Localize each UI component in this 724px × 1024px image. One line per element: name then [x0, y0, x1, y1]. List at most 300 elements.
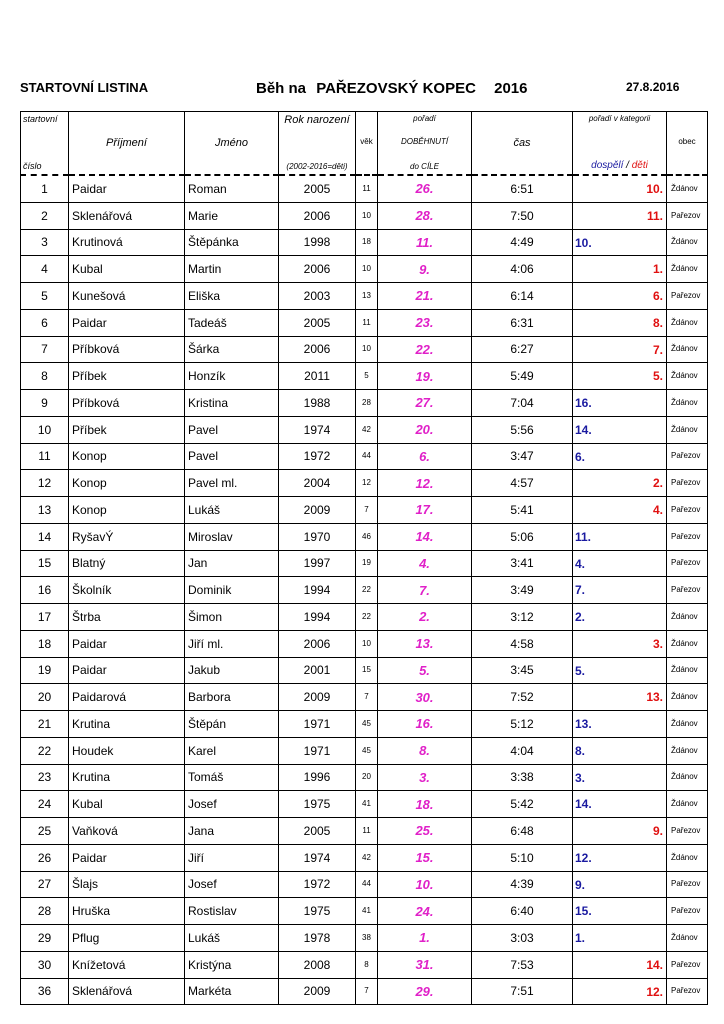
start-number: 28	[21, 898, 69, 925]
finish-place: 26.	[378, 175, 472, 202]
first-name: Jiří ml.	[185, 630, 279, 657]
surname: Paidarová	[69, 684, 185, 711]
age: 11	[356, 175, 378, 202]
surname: Příbková	[69, 390, 185, 417]
finish-place: 29.	[378, 978, 472, 1005]
surname: Kubal	[69, 791, 185, 818]
category-place	[573, 497, 667, 524]
start-number: 30	[21, 951, 69, 978]
finish-time: 4:06	[472, 256, 573, 283]
surname: Vaňková	[69, 818, 185, 845]
table-row	[21, 309, 708, 336]
finish-time: 3:47	[472, 443, 573, 470]
finish-time: 4:39	[472, 871, 573, 898]
start-number: 25	[21, 818, 69, 845]
category-child-place: 12.	[646, 984, 663, 999]
town: Ždánov	[667, 604, 708, 631]
start-number: 5	[21, 283, 69, 310]
table-row	[21, 925, 708, 952]
finish-place: 22.	[378, 336, 472, 363]
category-child-place: 7.	[652, 342, 663, 357]
finish-time: 5:06	[472, 523, 573, 550]
surname: Kubal	[69, 256, 185, 283]
race-date: 27.8.2016	[626, 80, 680, 94]
surname: Paidar	[69, 630, 185, 657]
finish-time: 4:58	[472, 630, 573, 657]
list-heading: STARTOVNÍ LISTINA	[20, 80, 149, 95]
category-place	[573, 871, 667, 898]
finish-time: 5:42	[472, 791, 573, 818]
finish-place: 31.	[378, 951, 472, 978]
town: Pařezov	[667, 202, 708, 229]
surname: Štrba	[69, 604, 185, 631]
birth-year: 1971	[279, 711, 356, 738]
first-name: Honzík	[185, 363, 279, 390]
category-adult-place: 1.	[575, 931, 586, 945]
age: 19	[356, 550, 378, 577]
col-age: věk	[356, 112, 378, 176]
start-number: 7	[21, 336, 69, 363]
category-adult-place: 11.	[575, 529, 592, 544]
first-name: Jan	[185, 550, 279, 577]
first-name: Eliška	[185, 283, 279, 310]
birth-year: 2009	[279, 978, 356, 1005]
town: Ždánov	[667, 684, 708, 711]
finish-time: 3:38	[472, 764, 573, 791]
table-row	[21, 684, 708, 711]
finish-place: 3.	[378, 764, 472, 791]
category-place	[573, 256, 667, 283]
finish-time: 7:53	[472, 951, 573, 978]
category-child-place: 14.	[646, 957, 663, 972]
first-name: Lukáš	[185, 497, 279, 524]
first-name: Pavel	[185, 443, 279, 470]
category-adult-place: 13.	[575, 717, 592, 731]
table-row	[21, 256, 708, 283]
table-row	[21, 175, 708, 202]
first-name: Lukáš	[185, 925, 279, 952]
table-row	[21, 764, 708, 791]
start-number: 36	[21, 978, 69, 1005]
start-number: 16	[21, 577, 69, 604]
table-row	[21, 229, 708, 256]
finish-place: 25.	[378, 818, 472, 845]
category-place	[573, 844, 667, 871]
age: 15	[356, 657, 378, 684]
category-child-place: 9.	[652, 824, 663, 838]
category-child-place: 4.	[652, 503, 663, 517]
start-number: 11	[21, 443, 69, 470]
finish-time: 4:49	[472, 229, 573, 256]
finish-place: 24.	[378, 898, 472, 925]
surname: Krutinová	[69, 229, 185, 256]
table-row	[21, 898, 708, 925]
start-number: 1	[21, 175, 69, 202]
finish-time: 7:52	[472, 684, 573, 711]
finish-place: 13.	[378, 630, 472, 657]
category-adult-place: 14.	[575, 797, 592, 812]
category-place	[573, 470, 667, 497]
birth-year: 1971	[279, 737, 356, 764]
age: 44	[356, 443, 378, 470]
age: 45	[356, 711, 378, 738]
town: Ždánov	[667, 363, 708, 390]
town: Ždánov	[667, 256, 708, 283]
category-adult-place: 9.	[575, 877, 586, 892]
start-list-table	[20, 111, 708, 1005]
birth-year: 1978	[279, 925, 356, 952]
birth-year: 1975	[279, 791, 356, 818]
start-number: 17	[21, 604, 69, 631]
age: 13	[356, 283, 378, 310]
birth-year: 1972	[279, 443, 356, 470]
birth-year: 2003	[279, 283, 356, 310]
surname: Paidar	[69, 175, 185, 202]
town: Pařezov	[667, 818, 708, 845]
category-child-place: 11.	[646, 208, 663, 223]
table-row	[21, 470, 708, 497]
surname: Konop	[69, 470, 185, 497]
table-row	[21, 737, 708, 764]
age: 42	[356, 844, 378, 871]
category-place	[573, 737, 667, 764]
category-place	[573, 630, 667, 657]
first-name: Josef	[185, 791, 279, 818]
finish-place: 9.	[378, 256, 472, 283]
finish-place: 2.	[378, 604, 472, 631]
age: 11	[356, 309, 378, 336]
finish-time: 6:14	[472, 283, 573, 310]
surname: Šlajs	[69, 871, 185, 898]
birth-year: 1975	[279, 898, 356, 925]
surname: Příbková	[69, 336, 185, 363]
town: Ždánov	[667, 229, 708, 256]
first-name: Tadeáš	[185, 309, 279, 336]
finish-time: 5:41	[472, 497, 573, 524]
first-name: Markéta	[185, 978, 279, 1005]
birth-year: 1997	[279, 550, 356, 577]
birth-year: 2011	[279, 363, 356, 390]
category-child-place: 10.	[646, 182, 663, 196]
first-name: Jana	[185, 818, 279, 845]
town: Ždánov	[667, 336, 708, 363]
finish-time: 3:03	[472, 925, 573, 952]
age: 11	[356, 818, 378, 845]
table-row	[21, 550, 708, 577]
col-category-place: pořadí v kategorii dospělí / děti	[573, 112, 667, 176]
surname: Příbek	[69, 416, 185, 443]
age: 7	[356, 497, 378, 524]
finish-time: 5:49	[472, 363, 573, 390]
birth-year: 2005	[279, 175, 356, 202]
age: 41	[356, 791, 378, 818]
surname: Sklenářová	[69, 202, 185, 229]
age: 20	[356, 764, 378, 791]
category-place	[573, 283, 667, 310]
start-number: 24	[21, 791, 69, 818]
finish-place: 18.	[378, 791, 472, 818]
category-place	[573, 229, 667, 256]
birth-year: 1972	[279, 871, 356, 898]
surname: Příbek	[69, 363, 185, 390]
finish-place: 28.	[378, 202, 472, 229]
col-birth-year: Rok narození (2002-2016=děti)	[279, 112, 356, 176]
finish-place: 19.	[378, 363, 472, 390]
first-name: Karel	[185, 737, 279, 764]
first-name: Jiří	[185, 844, 279, 871]
category-place	[573, 175, 667, 202]
table-row	[21, 711, 708, 738]
start-number: 8	[21, 363, 69, 390]
col-surname: Příjmení	[69, 112, 185, 176]
town: Pařezov	[667, 443, 708, 470]
table-row	[21, 363, 708, 390]
surname: Školník	[69, 577, 185, 604]
town: Ždánov	[667, 925, 708, 952]
finish-place: 10.	[378, 871, 472, 898]
first-name: Kristýna	[185, 951, 279, 978]
town: Ždánov	[667, 390, 708, 417]
first-name: Šimon	[185, 604, 279, 631]
finish-place: 30.	[378, 684, 472, 711]
surname: Krutina	[69, 764, 185, 791]
finish-time: 3:45	[472, 657, 573, 684]
finish-time: 7:50	[472, 202, 573, 229]
start-number: 14	[21, 523, 69, 550]
finish-place: 27.	[378, 390, 472, 417]
category-place	[573, 684, 667, 711]
age: 22	[356, 577, 378, 604]
surname: Blatný	[69, 550, 185, 577]
category-child-place: 8.	[652, 315, 663, 330]
start-number: 27	[21, 871, 69, 898]
finish-time: 6:31	[472, 309, 573, 336]
first-name: Josef	[185, 871, 279, 898]
finish-place: 5.	[378, 657, 472, 684]
first-name: Kristina	[185, 390, 279, 417]
category-child-place: 2.	[652, 476, 663, 491]
town: Ždánov	[667, 737, 708, 764]
first-name: Miroslav	[185, 523, 279, 550]
first-name: Marie	[185, 202, 279, 229]
age: 5	[356, 363, 378, 390]
birth-year: 2001	[279, 657, 356, 684]
finish-time: 4:57	[472, 470, 573, 497]
finish-place: 1.	[378, 925, 472, 952]
age: 10	[356, 336, 378, 363]
town: Pařezov	[667, 951, 708, 978]
finish-place: 21.	[378, 283, 472, 310]
birth-year: 2004	[279, 470, 356, 497]
town: Ždánov	[667, 309, 708, 336]
category-adult-place: 12.	[575, 850, 592, 865]
category-child-place: 5.	[652, 369, 663, 384]
town: Pařezov	[667, 550, 708, 577]
finish-time: 5:10	[472, 844, 573, 871]
start-number: 15	[21, 550, 69, 577]
age: 8	[356, 951, 378, 978]
birth-year: 1996	[279, 764, 356, 791]
category-adult-place: 16.	[575, 396, 592, 410]
town: Pařezov	[667, 523, 708, 550]
category-adult-place: 5.	[575, 663, 586, 678]
town: Ždánov	[667, 416, 708, 443]
category-adult-place: 7.	[575, 583, 586, 598]
first-name: Tomáš	[185, 764, 279, 791]
age: 38	[356, 925, 378, 952]
birth-year: 2006	[279, 630, 356, 657]
category-place	[573, 711, 667, 738]
age: 28	[356, 390, 378, 417]
category-place	[573, 523, 667, 550]
finish-time: 6:48	[472, 818, 573, 845]
table-row	[21, 577, 708, 604]
category-adult-place: 15.	[575, 904, 592, 919]
race-title-name: PAŘEZOVSKÝ KOPEC	[316, 80, 476, 97]
start-number: 20	[21, 684, 69, 711]
finish-place: 4.	[378, 550, 472, 577]
start-number: 12	[21, 470, 69, 497]
finish-time: 5:12	[472, 711, 573, 738]
col-town: obec	[667, 112, 708, 176]
town: Pařezov	[667, 978, 708, 1005]
category-adult-place: 14.	[575, 422, 592, 437]
age: 10	[356, 256, 378, 283]
age: 7	[356, 978, 378, 1005]
table-row	[21, 791, 708, 818]
start-number: 29	[21, 925, 69, 952]
birth-year: 2008	[279, 951, 356, 978]
finish-time: 3:49	[472, 577, 573, 604]
birth-year: 2006	[279, 336, 356, 363]
town: Ždánov	[667, 630, 708, 657]
category-place	[573, 416, 667, 443]
age: 46	[356, 523, 378, 550]
category-adult-place: 4.	[575, 556, 586, 571]
finish-time: 7:51	[472, 978, 573, 1005]
finish-time: 6:51	[472, 175, 573, 202]
category-place	[573, 951, 667, 978]
table-row	[21, 336, 708, 363]
age: 10	[356, 202, 378, 229]
first-name: Barbora	[185, 684, 279, 711]
first-name: Štěpánka	[185, 229, 279, 256]
start-number: 9	[21, 390, 69, 417]
age: 42	[356, 416, 378, 443]
finish-place: 17.	[378, 497, 472, 524]
start-number: 13	[21, 497, 69, 524]
surname: Konop	[69, 497, 185, 524]
start-number: 18	[21, 630, 69, 657]
category-place	[573, 925, 667, 952]
birth-year: 2006	[279, 202, 356, 229]
race-title	[256, 80, 527, 97]
birth-year: 2009	[279, 684, 356, 711]
age: 18	[356, 229, 378, 256]
table-row	[21, 657, 708, 684]
surname: Konop	[69, 443, 185, 470]
start-number: 6	[21, 309, 69, 336]
table-row	[21, 818, 708, 845]
category-place	[573, 336, 667, 363]
finish-time: 4:04	[472, 737, 573, 764]
finish-place: 7.	[378, 577, 472, 604]
first-name: Pavel ml.	[185, 470, 279, 497]
age: 12	[356, 470, 378, 497]
surname: Knížetová	[69, 951, 185, 978]
start-number: 26	[21, 844, 69, 871]
town: Ždánov	[667, 764, 708, 791]
finish-place: 6.	[378, 443, 472, 470]
start-number: 4	[21, 256, 69, 283]
birth-year: 2009	[279, 497, 356, 524]
category-place	[573, 791, 667, 818]
age: 45	[356, 737, 378, 764]
town: Ždánov	[667, 711, 708, 738]
first-name: Šárka	[185, 336, 279, 363]
age: 22	[356, 604, 378, 631]
category-place	[573, 443, 667, 470]
first-name: Štěpán	[185, 711, 279, 738]
finish-place: 12.	[378, 470, 472, 497]
category-child-place: 13.	[646, 690, 663, 705]
table-row	[21, 630, 708, 657]
finish-place: 23.	[378, 309, 472, 336]
category-adult-place: 10.	[575, 235, 592, 250]
town: Ždánov	[667, 175, 708, 202]
surname: Pflug	[69, 925, 185, 952]
category-place	[573, 202, 667, 229]
surname: Sklenářová	[69, 978, 185, 1005]
category-adult-place: 2.	[575, 610, 586, 624]
surname: RyšavÝ	[69, 523, 185, 550]
finish-place: 20.	[378, 416, 472, 443]
category-child-place: 6.	[652, 289, 663, 303]
category-place	[573, 764, 667, 791]
surname: Kunešová	[69, 283, 185, 310]
birth-year: 1974	[279, 416, 356, 443]
town: Ždánov	[667, 657, 708, 684]
table-row	[21, 497, 708, 524]
race-title-year: 2016	[494, 80, 528, 97]
birth-year: 1994	[279, 577, 356, 604]
first-name: Jakub	[185, 657, 279, 684]
surname: Hruška	[69, 898, 185, 925]
first-name: Pavel	[185, 416, 279, 443]
category-place	[573, 818, 667, 845]
first-name: Martin	[185, 256, 279, 283]
finish-place: 8.	[378, 737, 472, 764]
category-place	[573, 550, 667, 577]
table-row	[21, 844, 708, 871]
finish-time: 6:27	[472, 336, 573, 363]
category-place	[573, 657, 667, 684]
surname: Houdek	[69, 737, 185, 764]
category-place	[573, 390, 667, 417]
col-finish-place: pořadí DOBĚHNUTÍ do CÍLE	[378, 112, 472, 176]
table-row	[21, 951, 708, 978]
age: 44	[356, 871, 378, 898]
birth-year: 1998	[279, 229, 356, 256]
age: 41	[356, 898, 378, 925]
table-row	[21, 978, 708, 1005]
start-number: 23	[21, 764, 69, 791]
table-row	[21, 390, 708, 417]
finish-place: 11.	[378, 229, 472, 256]
table-row	[21, 604, 708, 631]
finish-time: 6:40	[472, 898, 573, 925]
table-row	[21, 871, 708, 898]
